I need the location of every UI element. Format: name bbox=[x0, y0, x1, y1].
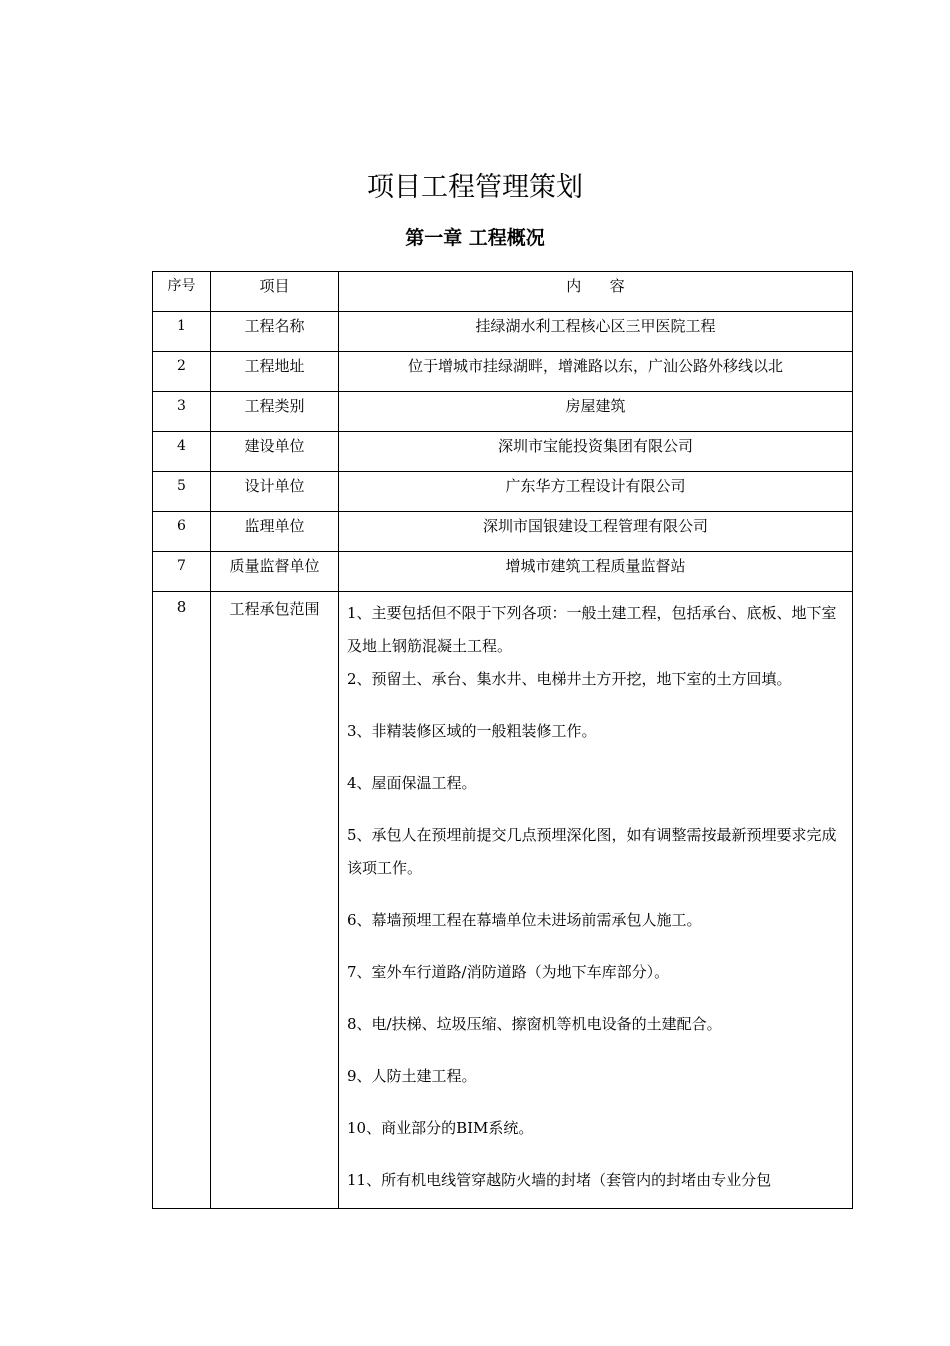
table-row bbox=[153, 392, 853, 432]
scope-content bbox=[339, 592, 853, 1209]
row-no: 3 bbox=[153, 392, 211, 432]
table-row bbox=[153, 472, 853, 512]
table-row bbox=[153, 432, 853, 472]
project-overview-table bbox=[152, 271, 853, 1209]
row-content: 广东华方工程设计有限公司 bbox=[339, 472, 853, 512]
row-content: 深圳市宝能投资集团有限公司 bbox=[339, 432, 853, 472]
row-item: 建设单位 bbox=[211, 432, 339, 472]
scope-paragraph: 10、商业部分的BIM系统。 bbox=[347, 1119, 534, 1137]
scope-item: 工程承包范围 bbox=[211, 592, 339, 1209]
table-header-row bbox=[153, 272, 853, 312]
scope-paragraph: 6、幕墙预埋工程在幕墙单位未进场前需承包人施工。 bbox=[347, 911, 702, 929]
row-content: 挂绿湖水利工程核心区三甲医院工程 bbox=[339, 312, 853, 352]
table-row bbox=[153, 312, 853, 352]
row-content: 深圳市国银建设工程管理有限公司 bbox=[339, 512, 853, 552]
row-item: 设计单位 bbox=[211, 472, 339, 512]
scope-paragraph: 9、人防土建工程。 bbox=[347, 1067, 477, 1085]
row-item: 工程类别 bbox=[211, 392, 339, 432]
scope-paragraph: 3、非精装修区域的一般粗装修工作。 bbox=[347, 722, 597, 740]
document-title: 项目工程管理策划 bbox=[367, 172, 583, 203]
header-no: 序号 bbox=[153, 272, 211, 312]
row-no: 5 bbox=[153, 472, 211, 512]
row-item: 质量监督单位 bbox=[211, 552, 339, 592]
scope-no: 8 bbox=[153, 592, 211, 1209]
header-item: 项目 bbox=[211, 272, 339, 312]
scope-paragraph: 4、屋面保温工程。 bbox=[347, 774, 477, 792]
scope-row bbox=[153, 592, 853, 1209]
table-row bbox=[153, 552, 853, 592]
table-row bbox=[153, 512, 853, 552]
row-item: 监理单位 bbox=[211, 512, 339, 552]
row-no: 4 bbox=[153, 432, 211, 472]
scope-paragraph: 2、预留土、承台、集水井、电梯井土方开挖，地下室的土方回填。 bbox=[347, 670, 792, 688]
scope-paragraph: 11、所有机电线管穿越防火墙的封堵（套管内的封堵由专业分包 bbox=[347, 1171, 772, 1189]
scope-paragraph: 1、主要包括但不限于下列各项：一般土建工程，包括承台、底板、地下室及地上钢筋混凝土工程。 bbox=[347, 604, 837, 655]
row-item: 工程名称 bbox=[211, 312, 339, 352]
table-row bbox=[153, 352, 853, 392]
row-no: 6 bbox=[153, 512, 211, 552]
row-content: 位于增城市挂绿湖畔，增滩路以东，广汕公路外移线以北 bbox=[339, 352, 853, 392]
header-content: 内 容 bbox=[339, 272, 853, 312]
row-content: 房屋建筑 bbox=[339, 392, 853, 432]
row-content: 增城市建筑工程质量监督站 bbox=[339, 552, 853, 592]
scope-paragraph: 8、电/扶梯、垃圾压缩、擦窗机等机电设备的土建配合。 bbox=[347, 1015, 722, 1033]
row-no: 1 bbox=[153, 312, 211, 352]
scope-paragraph: 7、室外车行道路/消防道路（为地下车库部分）。 bbox=[347, 963, 670, 981]
row-no: 7 bbox=[153, 552, 211, 592]
row-item: 工程地址 bbox=[211, 352, 339, 392]
scope-paragraph: 5、承包人在预埋前提交几点预埋深化图，如有调整需按最新预埋要求完成该项工作。 bbox=[347, 826, 837, 877]
chapter-title: 第一章 工程概况 bbox=[405, 227, 545, 249]
row-no: 2 bbox=[153, 352, 211, 392]
